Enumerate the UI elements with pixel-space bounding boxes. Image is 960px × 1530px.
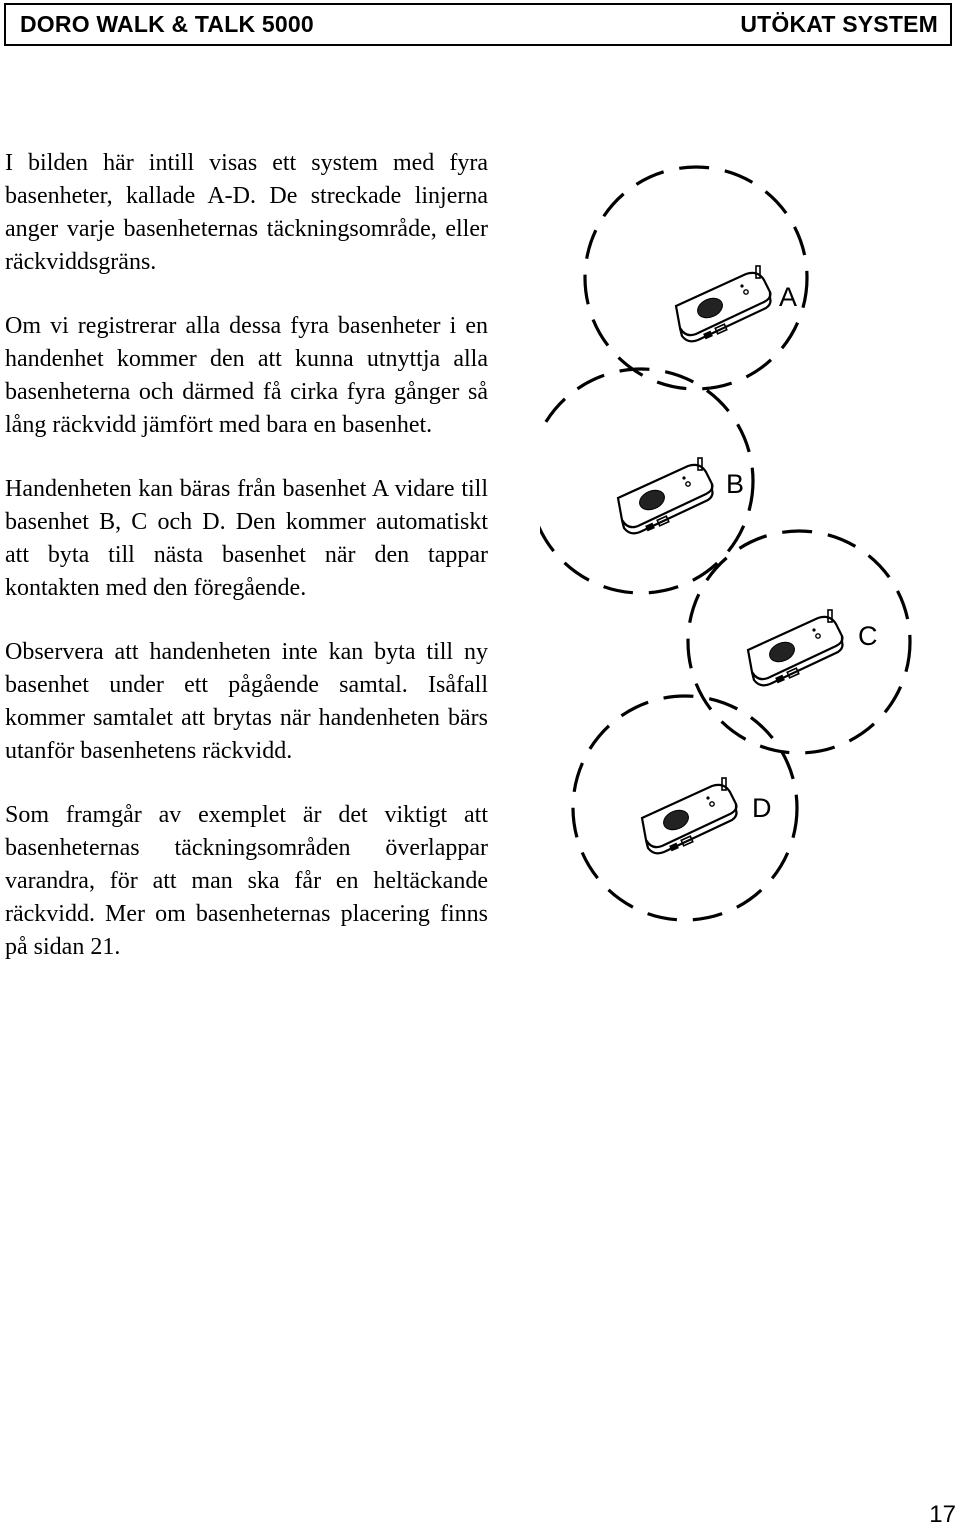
paragraph-handover: Handenheten kan bäras från basenhet A vidare till basenhet B, C och D. Den kommer automatiskt att byta till nästa basenhet när den tappar kontakten med den föregående.	[5, 476, 488, 601]
base-unit-label-d: D	[752, 793, 772, 823]
coverage-circle-a	[585, 167, 807, 389]
paragraph-call-warning: Observera att handenheten inte kan byta till ny basenhet under ett pågående samtal. Isåfall kommer samtalet att brytas när handenheten bärs utanför basenhetens räckvidd.	[5, 639, 488, 764]
base-unit-d-icon	[642, 778, 737, 853]
body-text	[5, 147, 488, 964]
base-unit-a-icon	[676, 266, 771, 341]
paragraph-overlap: Som framgår av exemplet är det viktigt att basenheternas täckningsområden överlappar varandra, för att man ska får en heltäckande räckvidd. Mer om basenheternas placering finns på sidan 21.	[5, 802, 488, 960]
paragraph-registration: Om vi registrerar alla dessa fyra basenheter i en handenhet kommer den att kunna utnyttja alla basenheterna och därmed få cirka fyra gånger så lång räckvidd jämfört med bara en basenhet.	[5, 313, 488, 438]
base-unit-b-icon	[618, 458, 713, 533]
coverage-diagram	[540, 160, 960, 930]
page-number: 17	[929, 1501, 956, 1528]
base-unit-label-b: B	[726, 469, 745, 499]
base-unit-c-icon	[748, 610, 843, 685]
coverage-circle-b	[540, 369, 753, 593]
page-header	[4, 3, 952, 46]
base-unit-label-c: C	[858, 621, 878, 651]
header-section-title: UTÖKAT SYSTEM	[740, 11, 938, 37]
base-unit-label-a: A	[779, 282, 798, 312]
header-product-title: DORO WALK & TALK 5000	[20, 11, 314, 37]
paragraph-intro: I bilden här intill visas ett system med fyra basenheter, kallade A-D. De streckade linjerna anger varje basenheternas täckningsområde, eller räckviddsgräns.	[5, 150, 488, 275]
